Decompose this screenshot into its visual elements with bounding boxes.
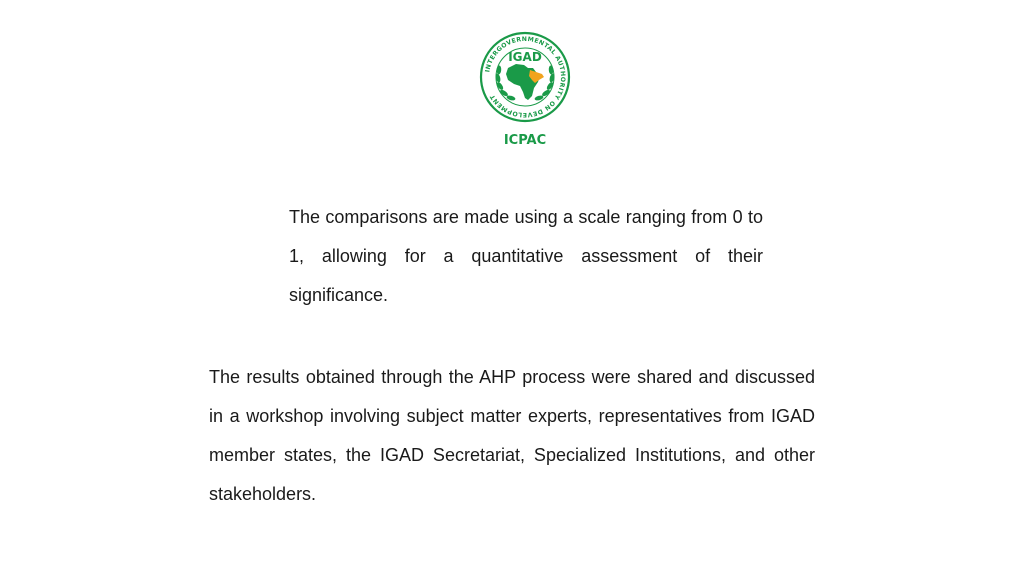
- igad-africa-emblem-icon: [478, 30, 572, 152]
- igad-icpac-logo: [478, 30, 572, 152]
- paragraph-scale-description: The comparisons are made using a scale ranging from 0 to 1, allowing for a quantitative assessment of their significance.: [289, 207, 763, 305]
- paragraph-ahp-results: The results obtained through the AHP process were shared and discussed in a workshop involving subject matter experts, representatives from IGAD member states, the IGAD Secretariat, Specialized Institutions, and other stakeholders.: [209, 367, 815, 504]
- logo-org-name: IGAD: [508, 50, 542, 64]
- logo-ring-text: INTERGOVERNMENTAL AUTHORITY ON DEVELOPMENT: [484, 35, 567, 119]
- logo-subtitle: ICPAC: [503, 133, 547, 148]
